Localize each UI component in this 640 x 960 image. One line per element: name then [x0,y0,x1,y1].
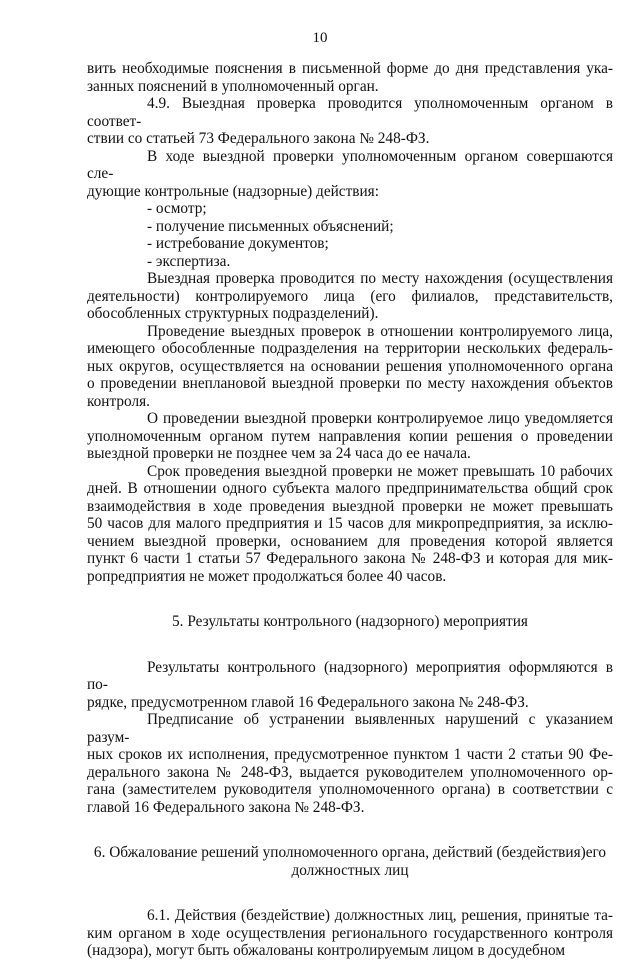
document-body [87,60,613,960]
text-line: 50 часов для малого предприятия и 15 часов для микропредприятия, за исклю- [87,515,613,532]
text-line: ных сроков их исполнения, предусмотренное пунктом 1 части 2 статьи 90 Фе- [87,746,613,763]
text-line: 4.9. Выездная проверка проводится уполномоченным органом в соответ- [87,95,613,130]
paragraph [87,270,613,323]
text-line: главой 16 Федерального закона № 248-ФЗ. [87,798,365,816]
text-line: ных округов, осуществляется на основании решения уполномоченного органа [87,357,613,375]
list-item: - экспертиза. [147,252,231,270]
text-line: ствии со статьей 73 Федерального закона № 248-ФЗ. [87,130,430,147]
text-line: Результаты контрольного (надзорного) мероприятия оформляются в по- [87,658,613,693]
page-number: 10 [312,30,328,46]
paragraph [87,711,613,816]
list-item: - получение письменных объяснений; [147,217,394,235]
text-line: уполномоченным органом путем направления копии решения о проведении [87,427,613,445]
text-line: В ходе выездной проверки уполномоченным органом совершаются сле- [87,147,613,182]
paragraph [87,463,613,586]
list-item: - осмотр; [147,200,207,217]
text-line: ким органом в ходе осуществления регионального государственного контроля [87,924,613,942]
text-line: о проведении внеплановой выездной проверки по месту нахождения объектов [87,375,613,392]
paragraph [87,659,613,712]
text-line: взаимодействия в ходе проведения выездной проверки не может превышать [87,497,613,515]
text-line: занных пояснений в уполномоченный орган. [87,77,379,95]
text-line: (надзора), могут быть обжалованы контролируемым лицом в досудебном [87,942,566,959]
text-line: Срок проведения выездной проверки не может превышать 10 рабочих [147,462,613,480]
text-line: дующие контрольные (надзорные) действия: [87,182,379,200]
text-line: гана (заместителем руководителя уполномоченного органа) в соответствии с [87,781,613,798]
spacer [87,585,613,613]
section-heading [87,844,613,879]
text-line: деятельности) контролируемого лица (его филиалов, представительств, [87,287,613,305]
text-line: Проведение выездных проверок в отношении контролируемого лица, [147,322,613,340]
text-line: контроля. [87,392,150,410]
text-line: имеющего обособленные подразделения на территории нескольких федераль- [87,340,613,357]
paragraph [87,323,613,411]
text-line: вить необходимые пояснения в письменной форме до дня представления ука- [87,60,613,77]
spacer [87,879,613,907]
text-line: 6.1. Действия (бездействие) должностных лиц, решения, принятые та- [147,907,613,924]
text-line: обособленных структурных подразделений). [87,305,379,322]
text-line: его должностных лиц [291,844,607,879]
text-line: ропредприятия не может продолжаться более 40 часов. [87,567,447,585]
paragraph [87,95,613,148]
text-line: чением выездной проверки, основанием для проведения которой является [87,532,613,550]
paragraph [87,410,613,463]
text-line: дней. В отношении одного субъекта малого предпринимательства общий срок [87,480,613,497]
text-line: дерального закона № 248-ФЗ, выдается руководителем уполномоченного ор- [87,763,613,781]
text-line: Выездная проверка проводится по месту нахождения (осуществления [147,270,613,287]
text-line: О проведении выездной проверки контролируемое лицо уведомляется [147,410,613,427]
text-line: 5. Результаты контрольного (надзорного) мероприятия [172,613,528,630]
section-heading [87,613,613,631]
text-line: Предписание об устранении выявленных нарушений с указанием разум- [87,711,613,746]
paragraph [87,148,613,201]
spacer [87,631,613,659]
paragraph [87,60,613,95]
text-line: выездной проверки не позднее чем за 24 часа до ее начала. [87,445,471,462]
list-item: - истребование документов; [147,235,329,252]
paragraph [87,907,613,960]
text-line: 6. Обжалование решений уполномоченного органа, действий (бездействия) [93,844,586,861]
text-line: пункт 6 части 1 статьи 57 Федерального закона № 248-ФЗ и которая для мик- [87,550,613,567]
spacer [87,816,613,844]
text-line: рядке, предусмотренном главой 16 Федерального закона № 248-ФЗ. [87,693,529,711]
